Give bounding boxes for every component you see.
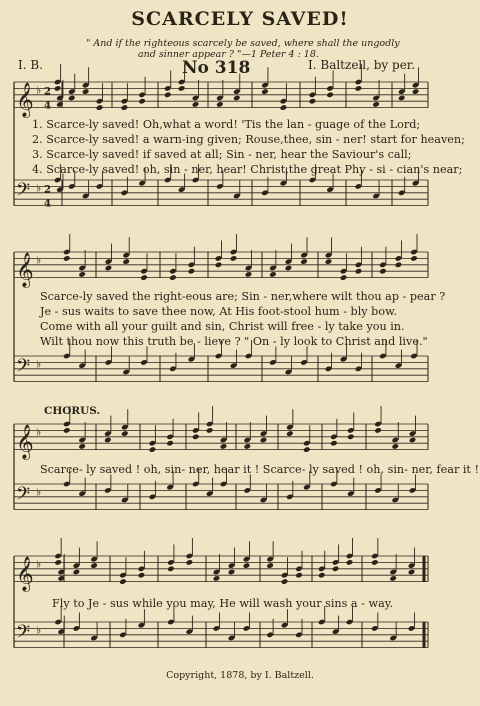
- alto-notehead: [325, 258, 333, 265]
- alto-notehead: [90, 562, 98, 569]
- alto-notehead: [78, 443, 86, 450]
- verse-3-line-1: 3. Scarce-ly saved! if saved at all; Sin - ner, hear the Saviour's call;: [32, 148, 412, 161]
- verse-1-line-1: 1. Scarce-ly saved! Oh,what a word! 'Tis the lan - guage of the Lord;: [32, 118, 421, 131]
- alto-notehead: [346, 559, 354, 566]
- alto-notehead: [213, 575, 221, 582]
- alto-notehead: [410, 255, 418, 262]
- alto-notehead: [138, 98, 146, 105]
- alto-notehead: [326, 92, 334, 99]
- alto-notehead: [245, 271, 253, 278]
- alto-notehead: [371, 559, 379, 566]
- time-signature-bottom: 4: [44, 198, 51, 210]
- alto-notehead: [243, 562, 251, 569]
- alto-notehead: [409, 437, 417, 444]
- alto-notehead: [121, 104, 129, 111]
- treble-clef: 𝄞: [16, 424, 34, 460]
- treble-clef: 𝄞: [16, 252, 34, 288]
- alto-notehead: [63, 427, 71, 434]
- alto-notehead: [186, 559, 194, 566]
- bass-clef: 𝄢: [16, 484, 31, 510]
- alto-notehead: [372, 101, 380, 108]
- treble-clef: 𝄞: [16, 556, 34, 592]
- verse-4-line-1: 4. Scarce-ly saved! oh, sin - ner, hear! Christ,the great Phy - si - cian's near;: [32, 163, 463, 176]
- alto-notehead: [54, 559, 62, 566]
- bass-clef: 𝄢: [16, 622, 31, 648]
- alto-notehead: [285, 265, 293, 272]
- alto-notehead: [56, 101, 64, 108]
- alto-notehead: [216, 101, 224, 108]
- alto-notehead: [119, 578, 127, 585]
- time-signature-bottom: 4: [44, 100, 51, 112]
- alto-notehead: [318, 572, 326, 579]
- verse-1-line-2: Scarce-ly saved the right-eous are; Sin - ner,where wilt thou ap - pear ?: [40, 290, 446, 303]
- alto-notehead: [300, 258, 308, 265]
- alto-notehead: [412, 88, 420, 95]
- alto-notehead: [68, 95, 76, 102]
- alto-notehead: [379, 268, 387, 275]
- epigraph-line-1: " And if the righteous scarcely be saved, where shall the ungodly: [86, 38, 400, 49]
- alto-notehead: [121, 430, 129, 437]
- alto-notehead: [73, 569, 81, 576]
- alto-notehead: [96, 104, 104, 111]
- alto-notehead: [166, 440, 174, 447]
- alto-notehead: [188, 268, 196, 275]
- alto-notehead: [395, 262, 403, 269]
- verse-3-line-2: Come with all your guilt and sin, Christ will free - ly take you in.: [40, 320, 405, 333]
- epigraph-line-2: and sinner appear ? "—1 Peter 4 : 18.: [138, 49, 319, 60]
- alto-notehead: [164, 92, 172, 99]
- alto-notehead: [244, 443, 252, 450]
- alto-notehead: [63, 255, 71, 262]
- flat-sign: ♭: [36, 181, 42, 195]
- alto-notehead: [330, 440, 338, 447]
- alto-notehead: [206, 427, 214, 434]
- alto-notehead: [230, 255, 238, 262]
- alto-notehead: [389, 575, 397, 582]
- copyright-notice: Copyright, 1878, by I. Baltzell.: [166, 670, 314, 681]
- alto-notehead: [178, 85, 186, 92]
- alto-notehead: [261, 88, 269, 95]
- alto-notehead: [54, 85, 62, 92]
- alto-notehead: [398, 95, 406, 102]
- alto-notehead: [286, 430, 294, 437]
- alto-notehead: [220, 443, 228, 450]
- alto-notehead: [309, 98, 317, 105]
- alto-notehead: [295, 572, 303, 579]
- alto-notehead: [281, 578, 289, 585]
- author-initials: I. B.: [18, 58, 44, 72]
- alto-notehead: [149, 446, 157, 453]
- alto-notehead: [140, 274, 148, 281]
- alto-notehead: [192, 434, 200, 441]
- flat-sign: ♭: [36, 425, 42, 439]
- alto-notehead: [169, 274, 177, 281]
- composer-credit: I. Baltzell, by per.: [308, 58, 416, 72]
- flat-sign: ♭: [36, 623, 42, 637]
- verse-2-line-1: 2. Scarce-ly saved! a warn-ing given; Rouse,thee, sin - ner! start for heaven;: [32, 133, 465, 146]
- flat-sign: ♭: [36, 485, 42, 499]
- alto-notehead: [355, 85, 363, 92]
- alto-notehead: [82, 88, 90, 95]
- alto-notehead: [347, 434, 355, 441]
- alto-notehead: [167, 566, 175, 573]
- alto-notehead: [260, 437, 268, 444]
- alto-notehead: [280, 104, 288, 111]
- alto-notehead: [266, 562, 274, 569]
- flat-sign: ♭: [36, 557, 42, 571]
- alto-notehead: [104, 437, 112, 444]
- alto-notehead: [303, 446, 311, 453]
- chorus-label: CHORUS.: [44, 405, 101, 417]
- time-signature-top: 2: [44, 86, 51, 98]
- alto-notehead: [138, 572, 146, 579]
- alto-notehead: [215, 262, 223, 269]
- verse-4-line-2: Wilt thou now this truth be - lieve ? " On - ly look to Christ and live.": [40, 335, 428, 348]
- alto-notehead: [355, 268, 363, 275]
- alto-notehead: [105, 265, 113, 272]
- alto-notehead: [122, 258, 130, 265]
- flat-sign: ♭: [36, 253, 42, 267]
- time-signature-top: 2: [44, 184, 51, 196]
- alto-notehead: [192, 101, 200, 108]
- hymn-number: No 318: [182, 58, 251, 78]
- alto-notehead: [332, 566, 340, 573]
- bass-clef: 𝄢: [16, 180, 31, 206]
- verse-2-line-2: Je - sus waits to save thee now, At His foot-stool hum - bly bow.: [40, 305, 397, 318]
- bass-clef: 𝄢: [16, 356, 31, 382]
- alto-notehead: [78, 271, 86, 278]
- flat-sign: ♭: [36, 83, 42, 97]
- chorus-line-1: Scarce- ly saved ! oh, sin- ner, hear it ! Scarce- ly saved ! oh, sin- ner, fear it !: [40, 463, 479, 476]
- alto-notehead: [233, 95, 241, 102]
- flat-sign: ♭: [36, 357, 42, 371]
- alto-notehead: [391, 443, 399, 450]
- alto-notehead: [340, 274, 348, 281]
- alto-notehead: [269, 271, 277, 278]
- alto-notehead: [408, 569, 416, 576]
- chorus-line-2: Fly to Je - sus while you may, He will wash your sins a - way.: [52, 597, 394, 610]
- treble-clef: 𝄞: [16, 82, 34, 118]
- alto-notehead: [228, 569, 236, 576]
- hymn-title: SCARCELY SAVED!: [131, 8, 349, 30]
- alto-notehead: [374, 427, 382, 434]
